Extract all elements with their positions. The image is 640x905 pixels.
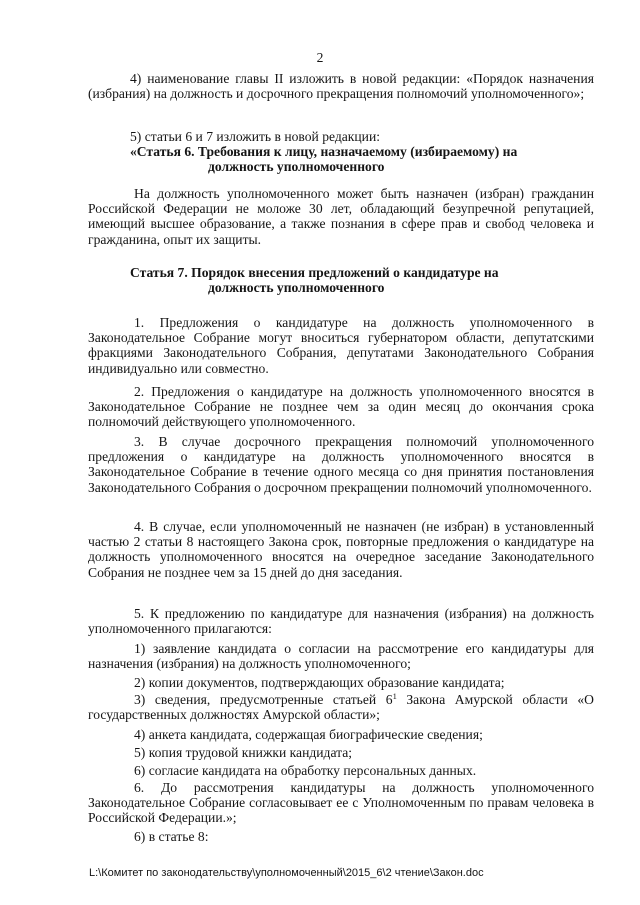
attachment-item-6: 6) согласие кандидата на обработку персональных данных. (134, 763, 477, 778)
amendment-item-6: 6) в статье 8: (134, 829, 209, 844)
file-path-footer: L:\Комитет по законодательству\уполномоченный\2015_6\2 чтение\Закон.doc (89, 867, 484, 879)
amendment-item-5: 5) статьи 6 и 7 изложить в новой редакции: (130, 129, 381, 144)
attachment-item-3-text: 3) сведения, предусмотренные статьей 6 (134, 692, 393, 707)
attachment-item-1: 1) заявление кандидата о согласии на рассмотрение его кандидатуры для назначения (избрания) на должность уполномоченного; (88, 641, 594, 672)
article-6-heading-line-2: должность уполномоченного (208, 159, 385, 175)
article-7-paragraph-6: 6. До рассмотрения кандидатуры на должность уполномоченного Законодательное Собрание согласовывает ее с Уполномоченным по правам человека в Российской Федерации.»; (88, 780, 594, 826)
article-7-paragraph-1: 1. Предложения о кандидатуре на должность уполномоченного в Законодательное Собрание могут вноситься губернатором области, депутатскими фракциями Законодательного Собрания, депутатами Законодательного Собрания индивидуально или совместно. (88, 315, 594, 376)
article-7-paragraph-4: 4. В случае, если уполномоченный не назначен (не избран) в установленный частью 2 статьи 8 настоящего Закона срок, повторные предложения о кандидатуре на должность уполномоченного вносятся на очередное заседание Законодательного Собрания не позднее чем за 15 дней до дня заседания. (88, 519, 594, 580)
attachment-item-2: 2) копии документов, подтверждающих образование кандидата; (134, 675, 505, 690)
article-6-heading-line-1: «Статья 6. Требования к лицу, назначаемому (избираемому) на (130, 144, 518, 159)
article-7-heading-line-2: должность уполномоченного (208, 280, 385, 296)
article-7-paragraph-3: 3. В случае досрочного прекращения полномочий уполномоченного предложения о кандидатуре на должность уполномоченного вносятся в Законодательное Собрание в течение одного месяца со дня принятия постановления Законодательного Собрания о досрочном прекращении полномочий уполномоченного. (88, 434, 594, 495)
amendment-item-4: 4) наименование главы II изложить в новой редакции: «Порядок назначения (избрания) на должность и досрочного прекращения полномочий уполномоченного»; (88, 71, 594, 102)
attachment-item-3 (88, 692, 594, 722)
article-7-paragraph-5: 5. К предложению по кандидатуре для назначения (избрания) на должность уполномоченного прилагаются: (88, 606, 594, 637)
article-7-heading (130, 265, 600, 295)
page-number: 2 (316, 50, 324, 65)
article-7-heading-line-1: Статья 7. Порядок внесения предложений о кандидатуре на (130, 265, 499, 280)
attachment-item-5: 5) копия трудовой книжки кандидата; (134, 745, 353, 760)
article-7-paragraph-2: 2. Предложения о кандидатуре на должность уполномоченного вносятся в Законодательное Собрание не позднее чем за один месяц до окончания срока полномочий действующего уполномоченного. (88, 384, 594, 430)
article-6-heading (130, 144, 600, 174)
article-6-text: На должность уполномоченного может быть назначен (избран) гражданин Российской Федерации не моложе 30 лет, обладающий безупречной репутацией, имеющий высшее образование, а также познания в сфере прав и свобод человека и гражданина, опыт их защиты. (88, 186, 594, 247)
attachment-item-4: 4) анкета кандидата, содержащая биографические сведения; (134, 727, 483, 742)
article-reference-superscript: 1 (392, 691, 397, 701)
attachment-item-3-text-end: Закона Амурской области «О государственных должностях Амурской области»; (88, 692, 594, 723)
